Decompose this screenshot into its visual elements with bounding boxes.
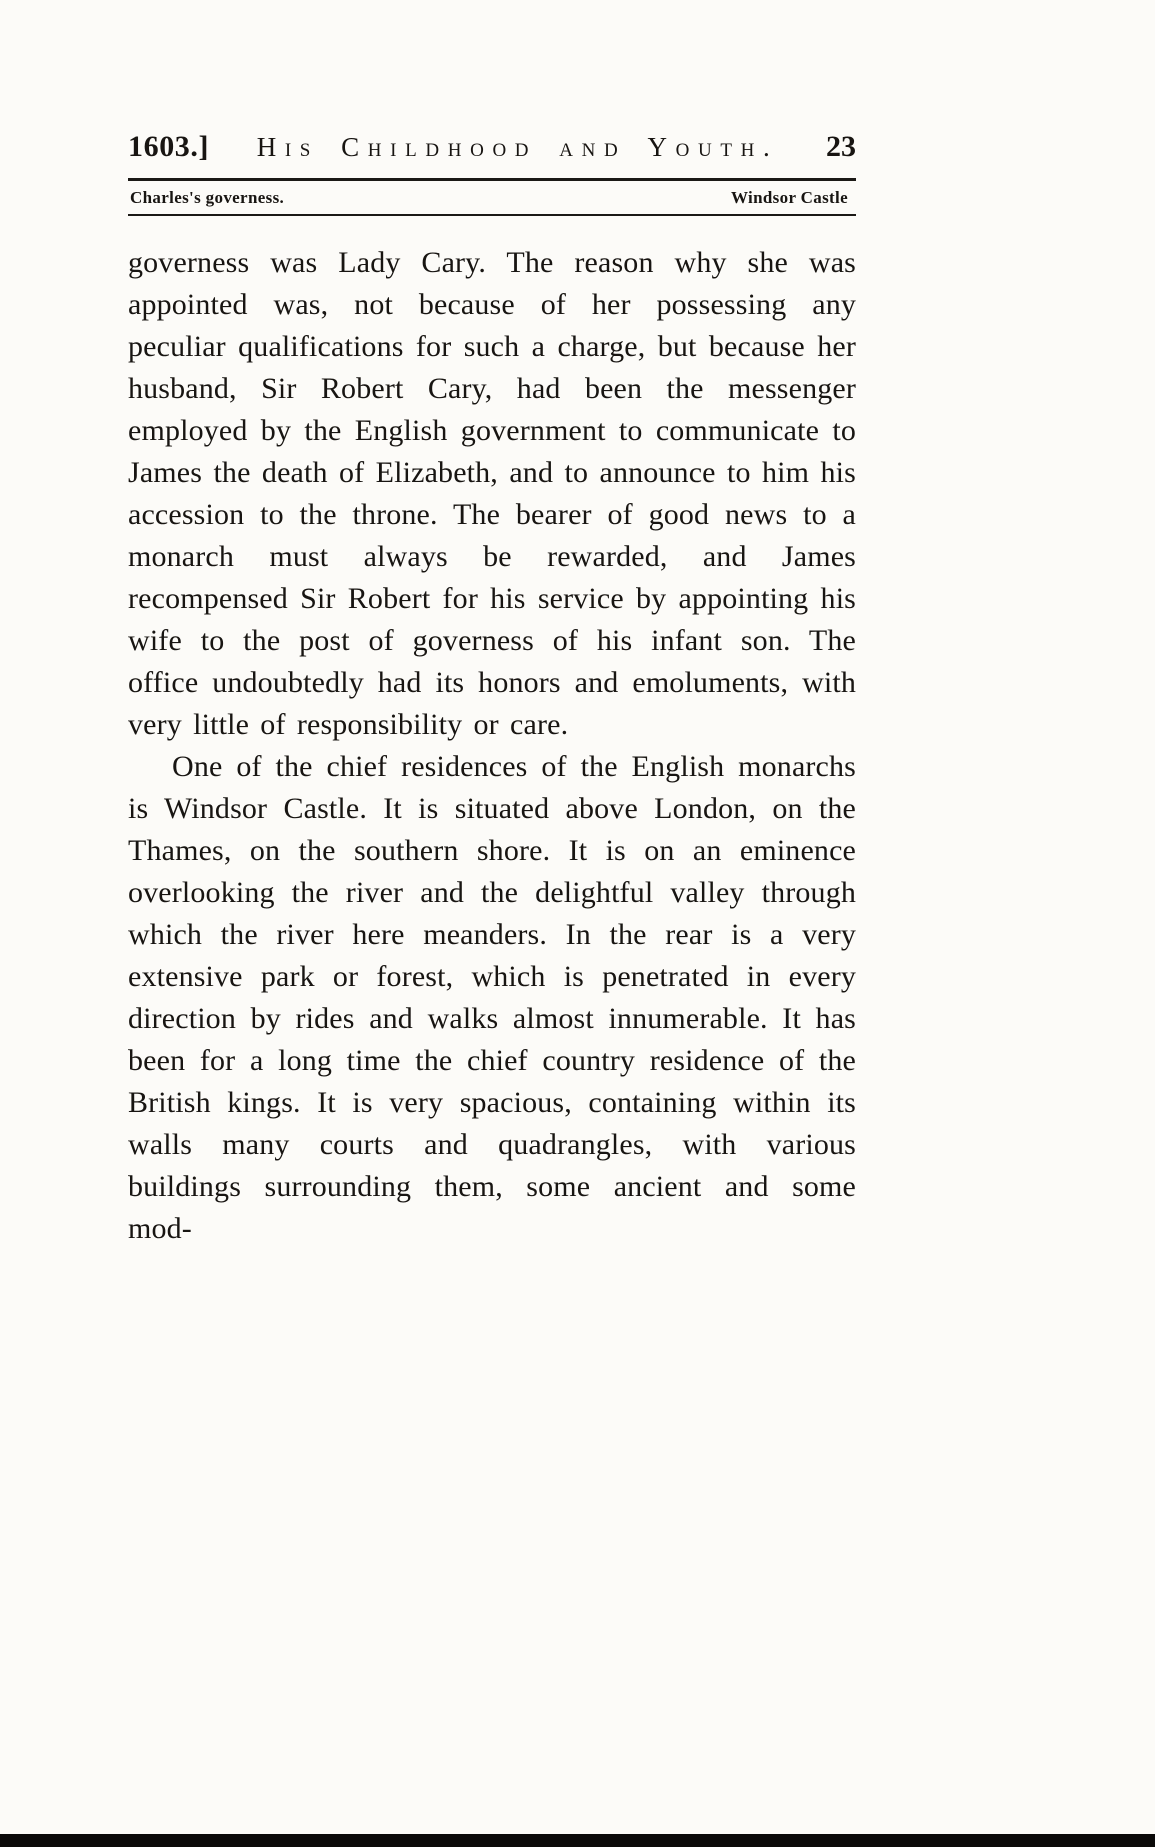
running-head-right: Windsor Castle: [730, 188, 848, 207]
text-block: [128, 130, 856, 1250]
page-header: [128, 130, 856, 164]
scan-edge-artifact: [0, 1834, 1155, 1847]
header-rule-bottom: [128, 214, 856, 216]
header-date-marker: 1603.]: [128, 130, 210, 163]
running-heads: [128, 185, 856, 210]
paragraph-windsor-castle: One of the chief residences of the English monarchs is Windsor Castle. It is situated above London, on the Thames, on the southern shore. It is on an eminence overlooking the river and the delightful valley through which the river here meanders. In the rear is a very extensive park or forest, which is penetrated in every direction by rides and walks almost innumerable. It has been for a long time the chief country residence of the British kings. It is very spacious, containing within its walls many courts and quadrangles, with various buildings surrounding them, some ancient and some mod-: [128, 750, 856, 1245]
page-body: [128, 242, 856, 1250]
chapter-title: His Childhood and Youth.: [256, 132, 779, 162]
running-head-left: Charles's governess.: [130, 188, 285, 207]
page-number: 23: [826, 130, 856, 163]
header-rule-top: [128, 178, 856, 181]
paragraph-governess: governess was Lady Cary. The reason why she was appointed was, not because of her possessing any peculiar qualifications for such a charge, but because her husband, Sir Robert Cary, had been the messenger employed by the English government to communicate to James the death of Elizabeth, and to announce to him his accession to the throne. The bearer of good news to a monarch must always be rewarded, and James recompensed Sir Robert for his service by appointing his wife to the post of governess of his infant son. The office undoubtedly had its honors and emoluments, with very little of responsibility or care.: [128, 246, 856, 741]
